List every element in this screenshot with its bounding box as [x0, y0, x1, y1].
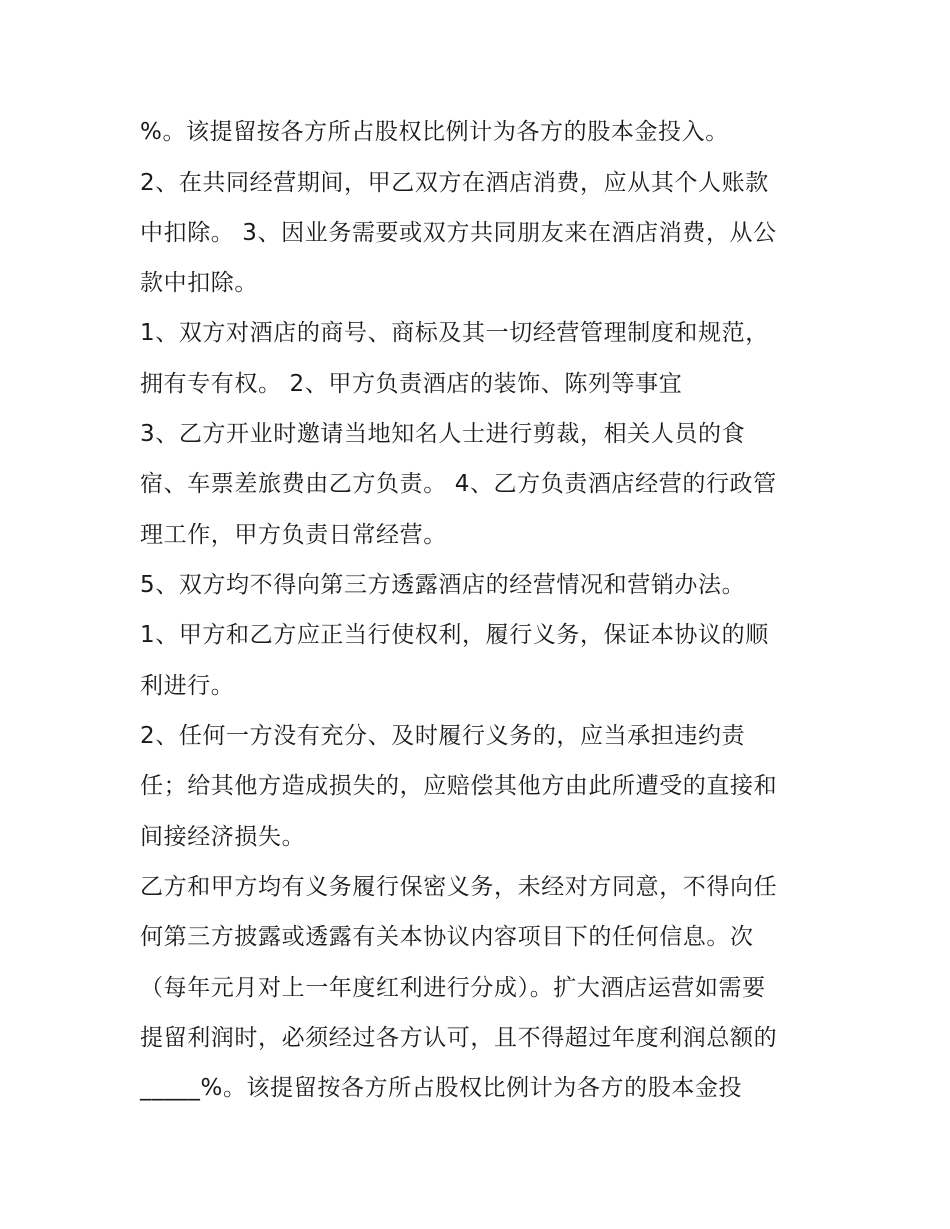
text-line: 2、在共同经营期间，甲乙双方在酒店消费，应从其个人账款 [140, 170, 769, 196]
text-line: 理工作，甲方负责日常经营。 [140, 522, 447, 548]
text-line: 间接经济损失。 [140, 824, 306, 850]
text-line: 提留利润时，必须经过各方认可，且不得超过年度利润总额的 [140, 1025, 778, 1051]
text-line: 5、双方均不得向第三方透露酒店的经营情况和营销办法。 [140, 572, 746, 598]
text-line: 3、乙方开业时邀请当地知名人士进行剪裁，相关人员的食 [140, 421, 746, 447]
text-line: 拥有专有权。 2、甲方负责酒店的装饰、陈列等事宜 [140, 371, 683, 397]
text-line: 利进行。 [140, 673, 235, 699]
text-line: （每年元月对上一年度红利进行分成）。扩大酒店运营如需要 [140, 975, 766, 1001]
text-line: 乙方和甲方均有义务履行保密义务，未经对方同意，不得向任 [140, 874, 778, 900]
text-line: _____%。该提留按各方所占股权比例计为各方的股本金投 [140, 1075, 743, 1101]
text-line: 宿、车票差旅费由乙方负责。 4、乙方负责酒店经营的行政管 [140, 471, 777, 497]
text-line: %。该提留按各方所占股权比例计为各方的股本金投入。 [140, 119, 729, 145]
text-line: 1、双方对酒店的商号、商标及其一切经营管理制度和规范， [140, 320, 769, 346]
text-line: 任；给其他方造成损失的，应赔偿其他方由此所遭受的直接和 [140, 773, 778, 799]
text-line: 中扣除。 3、因业务需要或双方共同朋友来在酒店消费，从公 [140, 220, 777, 246]
text-line: 款中扣除。 [140, 270, 258, 296]
text-line: 1、甲方和乙方应正当行使权利，履行义务，保证本协议的顺 [140, 622, 769, 648]
text-line: 2、任何一方没有充分、及时履行义务的，应当承担违约责 [140, 723, 746, 749]
text-line: 何第三方披露或透露有关本协议内容项目下的任何信息。次 [140, 924, 754, 950]
